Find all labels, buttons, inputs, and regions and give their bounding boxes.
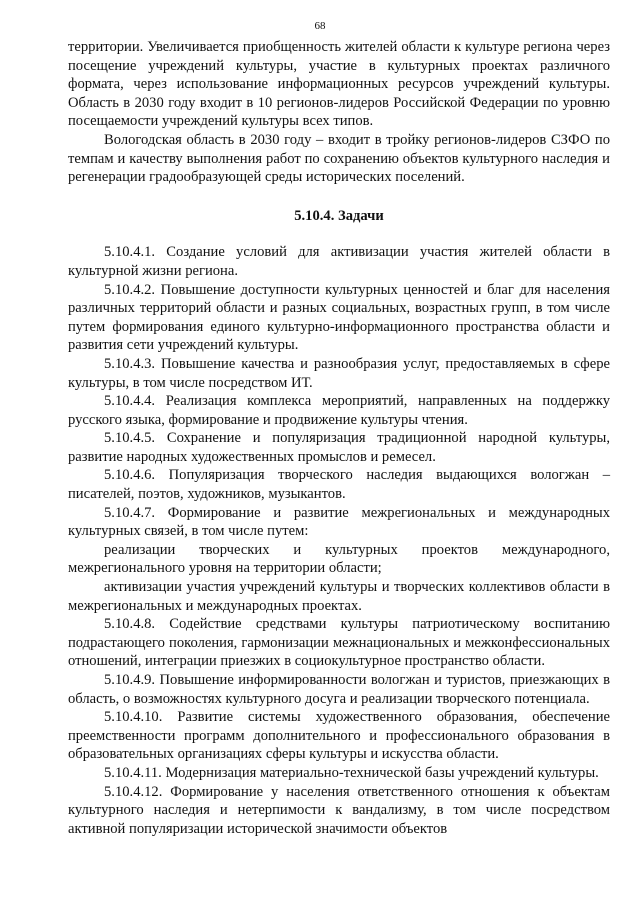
document-body (68, 38, 610, 838)
task-item: 5.10.4.11. Модернизация материально-технической базы учреждений культуры. (104, 764, 599, 781)
task-item: 5.10.4.2. Повышение доступности культурных ценностей и благ для населения различных территорий области и разных социальных, возрастных групп, в том числе путем формирования единого культурно-информационного пространства области и развития сети учреждений культуры. (68, 281, 610, 354)
task-item: 5.10.4.9. Повышение информированности вологжан и туристов, приезжающих в область, о возможностях культурного досуга и реализации творческого потенциала. (68, 672, 610, 707)
task-item: 5.10.4.1. Создание условий для активизации участия жителей области в культурной жизни региона. (68, 244, 610, 279)
task-item: 5.10.4.10. Развитие системы художественного образования, обеспечение преемственности программ дополнительного и профессионального образования в образовательных организациях сферы культуры и искусства области. (68, 709, 610, 763)
section-heading: 5.10.4. Задачи (294, 207, 384, 224)
page-number: 68 (314, 20, 326, 32)
task-item: 5.10.4.12. Формирование у населения ответственного отношения к объектам культурного наследия и нетерпимости к вандализму, в том числе посредством активной популяризации исторической значимости объектов (68, 783, 610, 837)
task-item: 5.10.4.5. Сохранение и популяризация традиционной народной культуры, развитие народных художественных промыслов и ремесел. (68, 430, 610, 465)
paragraph: Вологодская область в 2030 году – входит в тройку регионов-лидеров СЗФО по темпам и качеству выполнения работ по сохранению объектов культурного наследия и регенерации градообразующей среды исторических поселений. (68, 131, 610, 186)
task-subitem: активизации участия учреждений культуры и творческих коллективов области в межрегиональных и международных проектах. (68, 579, 610, 614)
task-subitem: реализации творческих и культурных проектов международного, межрегионального уровня на территории области; (68, 541, 610, 577)
task-item: 5.10.4.7. Формирование и развитие межрегиональных и международных культурных связей, в том числе путем: (68, 504, 610, 540)
task-item: 5.10.4.6. Популяризация творческого наследия выдающихся вологжан – писателей, поэтов, художников, музыкантов. (68, 467, 610, 503)
paragraph: территории. Увеличивается приобщенность жителей области к культуре региона через посещение учреждений культуры, участие в культурных проектах различного формата, через использование информационных ресурсов учреждений культуры. Область в 2030 году входит в 10 регионов-лидеров Российской Федерации по уровню посещаемости учреждений культуры всех типов. (68, 39, 610, 130)
task-item: 5.10.4.4. Реализация комплекса мероприятий, направленных на поддержку русского языка, формирование и продвижение культуры чтения. (68, 393, 610, 428)
task-item: 5.10.4.8. Содействие средствами культуры патриотическому воспитанию подрастающего поколения, гармонизации межнациональных и межконфессиональных отношений, интеграции приезжих в социокультурное пространство области. (68, 616, 610, 670)
task-item: 5.10.4.3. Повышение качества и разнообразия услуг, предоставляемых в сфере культуры, в том числе посредством ИТ. (68, 355, 610, 391)
